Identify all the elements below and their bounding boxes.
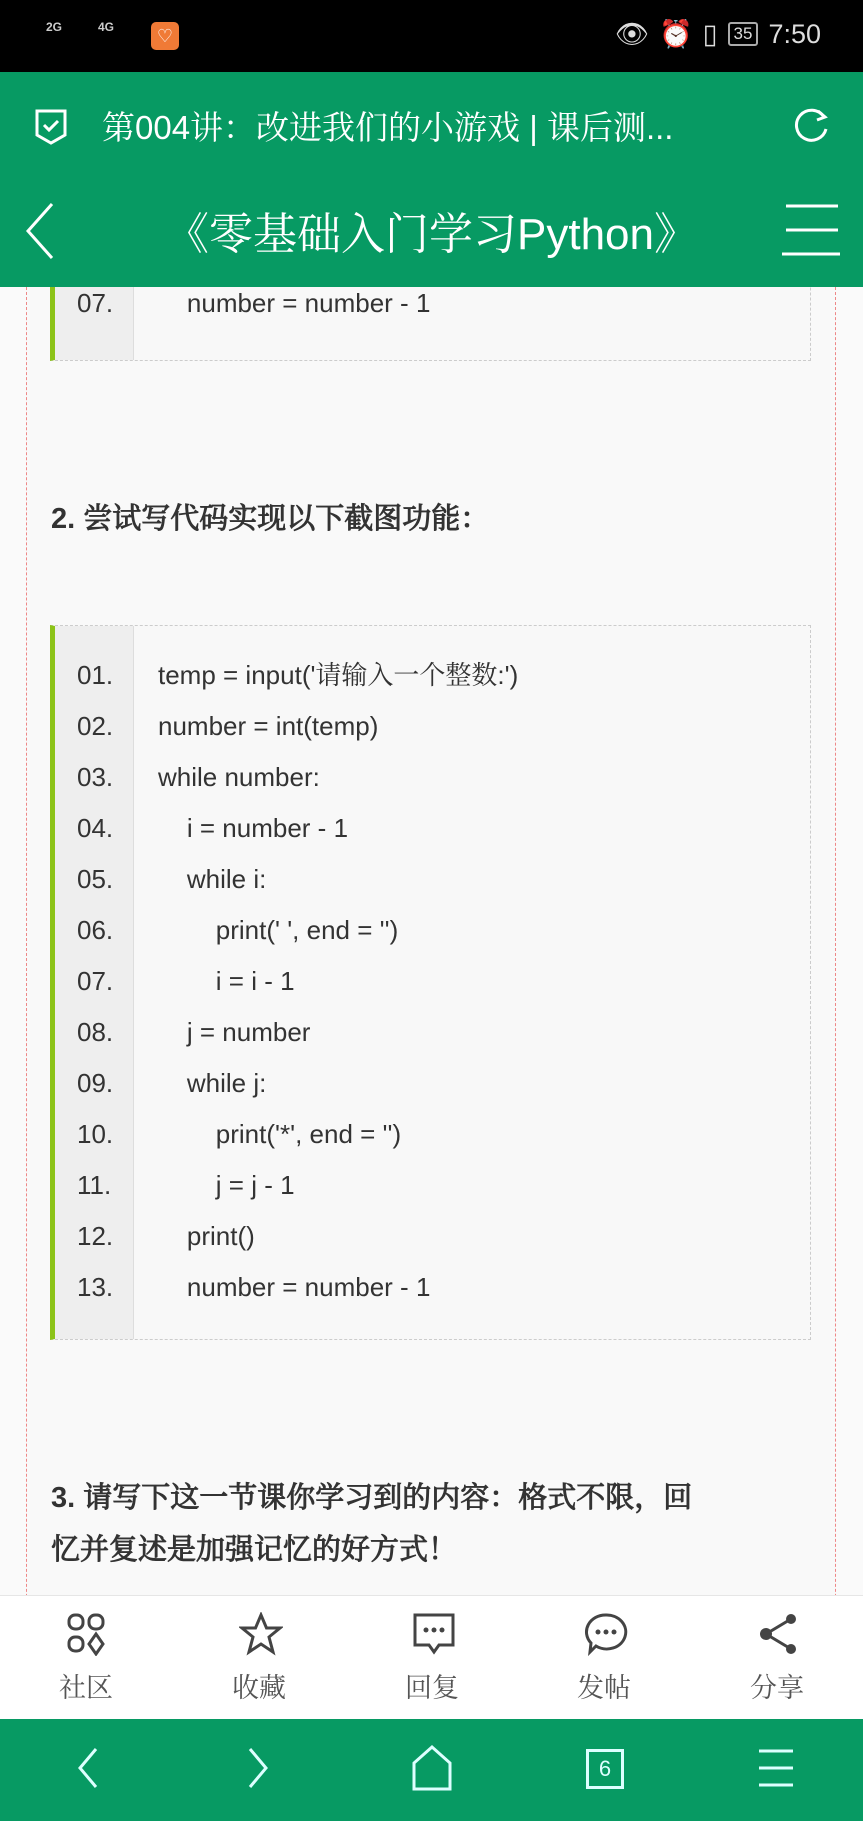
health-app-icon: ♡ [151, 22, 179, 50]
book-title: 《零基础入门学习Python》 [165, 210, 698, 259]
shield-check-icon [34, 108, 68, 146]
code-block-2: 01. temp = input('请输入一个整数:') 02. number = int(temp) 03. while number: 04. i = number - 1 05. while i: 06. print(' ', end = '') 07. i = i - 1 08. j = number 09. while j: 10. print('*', end = '') 11. j = j - 1 12. print() 13. number = number - 1 [50, 625, 811, 1340]
tab-favorite[interactable]: 收藏 [199, 1596, 319, 1720]
status-bar [0, 0, 863, 72]
tab-new-post[interactable]: 发帖 [544, 1596, 664, 1720]
reply-message-icon [412, 1612, 456, 1656]
article-content [0, 287, 863, 1595]
share-icon [757, 1612, 801, 1656]
eye-icon: 👁 [614, 19, 650, 49]
page-title: 第004讲：改进我们的小游戏 | 课后测... [102, 109, 674, 146]
browser-nav-bar [0, 1719, 863, 1821]
code-block-1: 07. number = number - 1 [50, 287, 811, 361]
bottom-action-bar [0, 1595, 863, 1719]
question-3-heading: 3. 请写下这一节课你学习到的内容：格式不限，回 忆并复述是加强记忆的好方式！ [51, 1482, 693, 1566]
signal-2g-icon: 2G [46, 20, 63, 34]
nav-tabs-button[interactable]: 6 [586, 1749, 624, 1789]
tab-share[interactable]: 分享 [717, 1596, 837, 1720]
nav-menu-icon[interactable] [756, 1743, 796, 1793]
vibrate-icon: ▯ [702, 18, 718, 49]
menu-icon[interactable] [780, 202, 842, 258]
battery-icon: 35 [728, 22, 759, 46]
question-2-heading: 2. 尝试写代码实现以下截图功能： [51, 503, 490, 535]
clock-time: 7:50 [768, 18, 821, 49]
signal-4g-icon: 4G [98, 20, 115, 34]
tab-reply[interactable]: 回复 [372, 1596, 492, 1720]
tab-community[interactable]: 社区 [26, 1596, 146, 1720]
refresh-icon[interactable] [792, 105, 832, 145]
alarm-icon: ⏰ [659, 19, 693, 49]
nav-back-icon[interactable] [72, 1743, 102, 1793]
star-icon [239, 1612, 283, 1656]
header [0, 72, 863, 287]
community-grid-icon [66, 1612, 106, 1656]
chat-bubble-icon [584, 1612, 628, 1656]
nav-forward-icon[interactable] [244, 1743, 274, 1793]
nav-home-icon[interactable] [410, 1743, 454, 1793]
